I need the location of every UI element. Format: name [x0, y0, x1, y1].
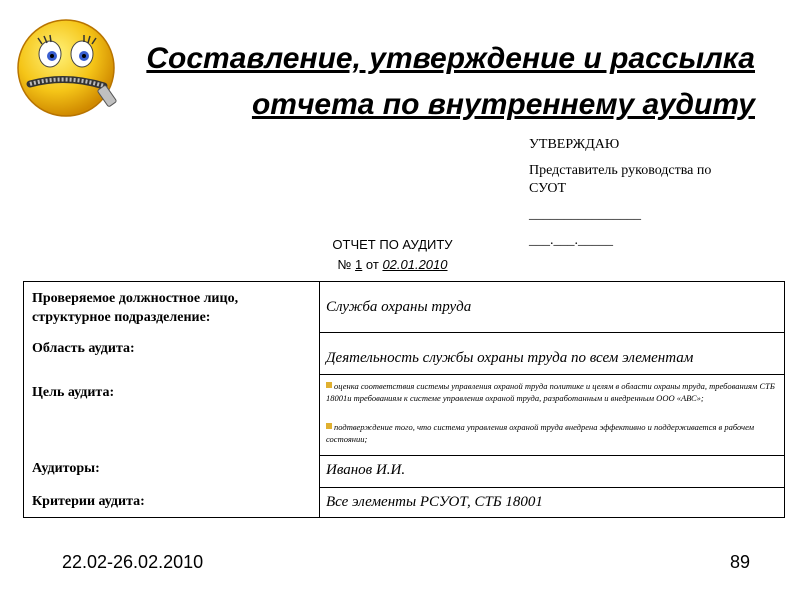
row-label-criteria: Критерии аудита:: [32, 494, 145, 509]
row-value-criteria: Все элементы РСУОТ, СТБ 18001: [326, 494, 543, 510]
report-title: ОТЧЕТ ПО АУДИТУ: [332, 237, 453, 252]
report-number-line: [300, 255, 485, 275]
row-label-auditors: Аудиторы:: [32, 461, 100, 476]
approval-position-line-2: СУОТ: [529, 181, 567, 196]
approval-block: [529, 136, 769, 250]
row-separator: [319, 487, 784, 488]
title-line-2: отчета по внутреннему аудиту: [251, 88, 755, 121]
report-from: от: [365, 257, 379, 272]
row-label-auditee: [32, 289, 238, 327]
row-label-scope: Область аудита:: [32, 341, 135, 356]
objective-bullet-2: [326, 421, 776, 445]
row-label-auditee-line-2: структурное подразделение:: [32, 310, 211, 325]
approval-date-line: ___.___._____: [529, 233, 613, 248]
page-number: 89: [730, 552, 751, 572]
bullet-icon: [326, 423, 332, 429]
report-date: 02.01.2010: [382, 257, 448, 272]
report-header: [300, 235, 485, 275]
approval-position-line-1: Представитель руководства по: [529, 163, 712, 178]
row-separator: [319, 374, 784, 375]
zipped-mouth-smiley-icon: [12, 14, 124, 120]
report-number: 1: [355, 257, 363, 272]
row-separator: [319, 332, 784, 333]
report-number-prefix: №: [337, 257, 352, 272]
approval-heading: УТВЕРЖДАЮ: [529, 137, 620, 152]
signature-line: ________________: [529, 207, 641, 222]
objective-bullet-1-text: оценка соответствия системы управления охраной труда политике и целям в области охраны труда, требованиям СТБ 18001и требованиям к системе управления охраной труда, разработанным и внедренным ООО «АВС»;: [326, 381, 775, 403]
row-value-scope: Деятельность службы охраны труда по всем элементам: [326, 350, 694, 366]
table-divider: [319, 282, 320, 517]
objective-bullet-1: [326, 380, 776, 404]
objective-bullet-2-text: подтверждение того, что система управления охраной труда внедрена эффективно и поддерживается в рабочем состоянии;: [326, 422, 755, 444]
slide-title: [120, 36, 755, 128]
row-value-auditors: Иванов И.И.: [326, 462, 406, 478]
row-label-auditee-line-1: Проверяемое должностное лицо,: [32, 291, 239, 306]
row-value-auditee: Служба охраны труда: [326, 299, 472, 315]
audit-table: [23, 281, 785, 518]
title-line-1: Составление, утверждение и рассылка: [146, 42, 755, 75]
bullet-icon: [326, 382, 332, 388]
row-label-objective: Цель аудита:: [32, 385, 115, 400]
footer-date: 22.02-26.02.2010: [62, 552, 204, 572]
row-separator: [319, 455, 784, 456]
